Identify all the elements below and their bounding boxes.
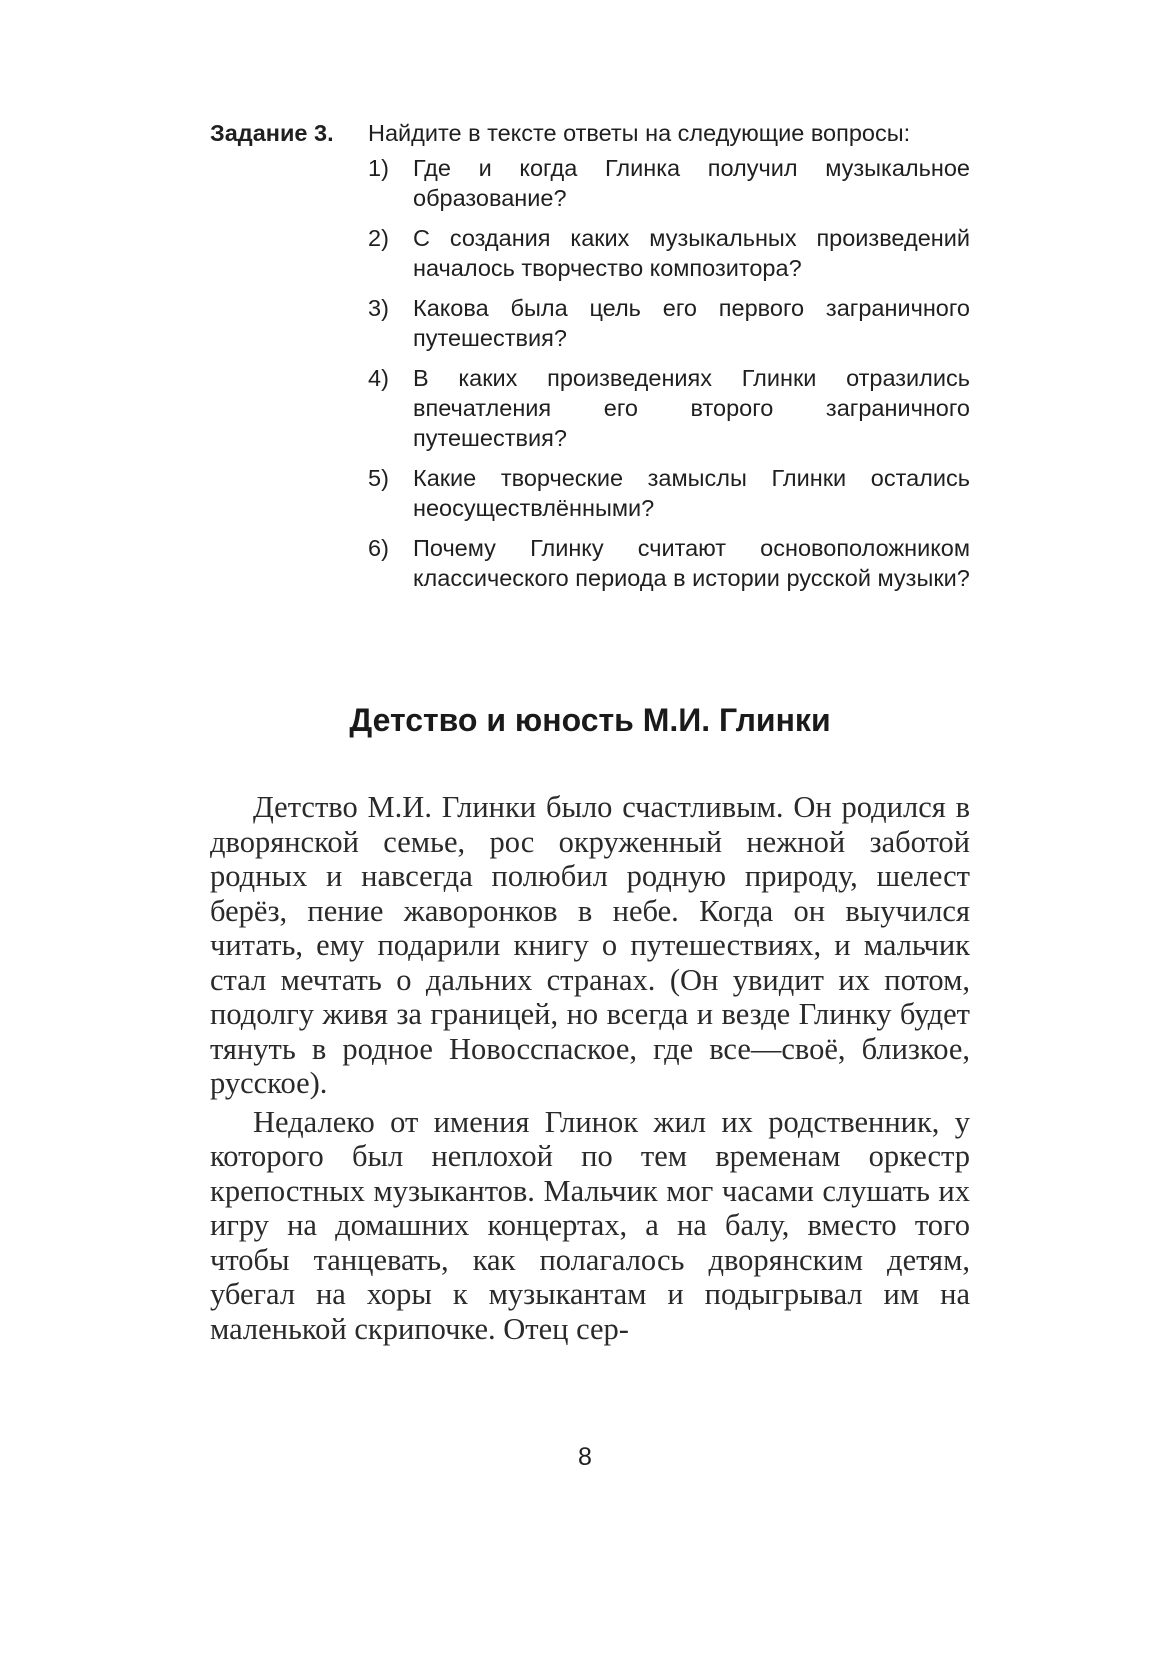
question-text: Где и когда Глинка получил музыкальное образование? [413,155,970,211]
section-title: Детство и юность М.И. Глинки [349,702,831,738]
question-item [368,463,970,523]
question-item [368,363,970,453]
question-number: 1) [368,155,389,181]
question-item [368,533,970,593]
question-number: 5) [368,465,389,491]
task-label: Задание 3. [210,120,334,146]
paragraph: Недалеко от имения Глинок жил их родственник, у которого был неплохой по тем временам оркестр крепостных музыкантов. Мальчик мог часами слушать их игру на домашних концертах, а на балу, вместо того чтобы танцевать, как полагалось дворянским детям, убегал на хоры к музыкантам и подыгрывал им на маленькой скрипочке. Отец сер- [210,1104,970,1346]
question-number: 2) [368,225,389,251]
question-text: Какие творческие замыслы Глинки остались неосуществлёнными? [413,465,970,521]
task-header [210,118,970,148]
question-text: С создания каких музыкальных произведений началось творчество композитора? [413,225,970,281]
paragraph: Детство М.И. Глинки было счастливым. Он родился в дворянской семье, рос окруженный нежной заботой родных и навсегда полюбил родную природу, шелест берёз, пение жаворонков в небе. Когда он выучился читать, ему подарили книгу о путешествиях, и мальчик стал мечтать о дальних странах. (Он увидит их потом, подолгу живя за границей, но всегда и везде Глинку будет тянуть в родное Новосспаское, где все—своё, близкое, русское). [210,790,970,1100]
question-list [368,153,970,593]
question-item [368,153,970,213]
body-text [210,790,970,1350]
question-text: В каких произведениях Глинки отразились впечатления его второго заграничного путешествия? [413,365,970,451]
question-text: Почему Глинку считают основоположником классического периода в истории русской музыки? [413,535,970,591]
task-intro: Найдите в тексте ответы на следующие вопросы: [368,120,911,146]
question-item [368,223,970,283]
question-number: 4) [368,365,389,391]
question-number: 6) [368,535,389,561]
question-item [368,293,970,353]
question-number: 3) [368,295,389,321]
page-number: 8 [578,1443,592,1471]
task-block [210,118,970,603]
question-text: Какова была цель его первого заграничного путешествия? [413,295,970,351]
